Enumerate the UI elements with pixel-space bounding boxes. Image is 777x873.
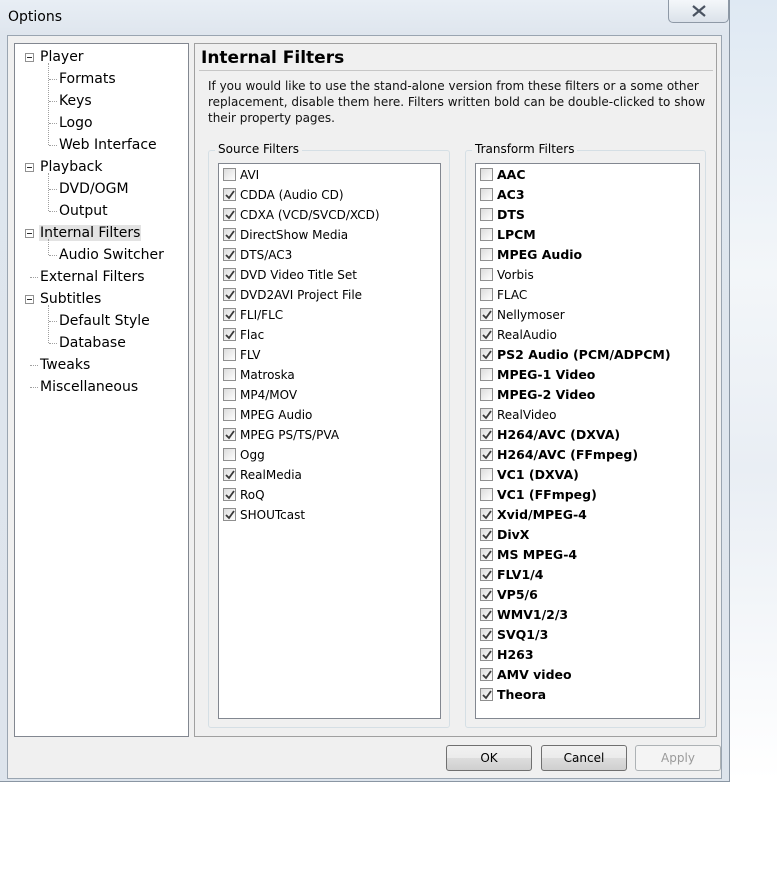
checkmark-icon bbox=[482, 430, 492, 440]
apply-button[interactable]: Apply bbox=[635, 745, 721, 771]
checkbox[interactable] bbox=[480, 528, 493, 541]
checkbox[interactable] bbox=[223, 208, 236, 221]
tree-item-keys[interactable] bbox=[58, 91, 93, 111]
checkbox[interactable] bbox=[223, 288, 236, 301]
filter-label: Vorbis bbox=[497, 268, 534, 282]
checkbox[interactable] bbox=[480, 168, 493, 181]
tree-item-player[interactable] bbox=[39, 47, 85, 67]
filter-label: H263 bbox=[497, 647, 534, 662]
tree-item-label: Formats bbox=[59, 71, 116, 87]
checkbox[interactable] bbox=[223, 408, 236, 421]
filter-label: AVI bbox=[240, 168, 260, 182]
checkmark-icon bbox=[225, 430, 235, 440]
tree-item-label: Audio Switcher bbox=[59, 247, 164, 263]
checkbox[interactable] bbox=[223, 268, 236, 281]
checkbox[interactable] bbox=[223, 508, 236, 521]
filter-label: SHOUTcast bbox=[240, 508, 306, 522]
checkmark-icon bbox=[482, 530, 492, 540]
checkbox[interactable] bbox=[223, 468, 236, 481]
filter-label: DTS/AC3 bbox=[240, 248, 293, 262]
source-filters-title: Source Filters bbox=[215, 142, 302, 156]
checkbox[interactable] bbox=[480, 468, 493, 481]
tree-connector bbox=[30, 387, 38, 388]
checkmark-icon bbox=[482, 570, 492, 580]
transform-filters-group bbox=[465, 142, 706, 728]
checkmark-icon bbox=[482, 650, 492, 660]
filter-label: Nellymoser bbox=[497, 308, 565, 322]
checkbox[interactable] bbox=[480, 668, 493, 681]
filter-label: VC1 (FFmpeg) bbox=[497, 487, 597, 502]
checkbox[interactable] bbox=[223, 428, 236, 441]
tree-connector bbox=[49, 189, 57, 190]
tree-connector bbox=[49, 211, 57, 212]
checkmark-icon bbox=[225, 330, 235, 340]
filter-label: Matroska bbox=[240, 368, 295, 382]
tree-item-label: Web Interface bbox=[59, 137, 157, 153]
checkmark-icon bbox=[225, 210, 235, 220]
tree-connector bbox=[49, 321, 57, 322]
filter-label: Flac bbox=[240, 328, 265, 342]
tree-connector bbox=[49, 343, 57, 344]
filter-label: RealVideo bbox=[497, 408, 557, 422]
checkmark-icon bbox=[482, 610, 492, 620]
tree-item-formats[interactable] bbox=[58, 69, 117, 89]
tree-item-label: Miscellaneous bbox=[40, 379, 139, 395]
checkbox[interactable] bbox=[223, 448, 236, 461]
filter-label: AMV video bbox=[497, 667, 572, 682]
source-filters-group bbox=[208, 142, 450, 728]
checkbox[interactable] bbox=[223, 368, 236, 381]
filter-label: SVQ1/3 bbox=[497, 627, 549, 642]
checkbox[interactable] bbox=[480, 268, 493, 281]
filter-label: AC3 bbox=[497, 187, 525, 202]
checkmark-icon bbox=[225, 290, 235, 300]
checkmark-icon bbox=[225, 510, 235, 520]
checkbox[interactable] bbox=[223, 488, 236, 501]
filter-label: Theora bbox=[497, 687, 547, 702]
tree-item-output[interactable] bbox=[58, 201, 109, 221]
checkmark-icon bbox=[482, 670, 492, 680]
filter-label: MS MPEG-4 bbox=[497, 547, 578, 562]
tree-connector bbox=[49, 101, 57, 102]
checkbox[interactable] bbox=[480, 448, 493, 461]
tree-item-label: Subtitles bbox=[40, 291, 102, 307]
collapse-minus-icon[interactable] bbox=[25, 163, 34, 172]
tree-item-tweaks[interactable] bbox=[39, 355, 91, 375]
tree-connector bbox=[48, 173, 49, 211]
filter-label: MPEG-1 Video bbox=[497, 367, 596, 382]
background-window-strip bbox=[728, 0, 777, 780]
checkbox[interactable] bbox=[223, 188, 236, 201]
close-icon bbox=[692, 5, 706, 17]
checkbox[interactable] bbox=[480, 648, 493, 661]
checkbox[interactable] bbox=[480, 368, 493, 381]
tree-connector bbox=[48, 239, 49, 255]
checkbox[interactable] bbox=[223, 348, 236, 361]
filter-label: LPCM bbox=[497, 227, 536, 242]
tree-item-audio-switcher[interactable] bbox=[58, 245, 165, 265]
filter-label: VC1 (DXVA) bbox=[497, 467, 579, 482]
transform-filters-list[interactable] bbox=[475, 163, 700, 719]
source-filters-list[interactable] bbox=[218, 163, 441, 719]
filter-label: RoQ bbox=[240, 488, 265, 502]
page-description: If you would like to use the stand-alone version from these filters or a some other replacement, disable them here. Filters written bold can be double-clicked to show their property pages. bbox=[208, 79, 706, 125]
tree-item-miscellaneous[interactable] bbox=[39, 377, 139, 397]
filter-label: DTS bbox=[497, 207, 525, 222]
checkbox[interactable] bbox=[480, 288, 493, 301]
page-title: Internal Filters bbox=[201, 48, 345, 68]
filter-label: Xvid/MPEG-4 bbox=[497, 507, 587, 522]
collapse-minus-icon[interactable] bbox=[25, 295, 34, 304]
filter-label: FLV bbox=[240, 348, 261, 362]
checkbox[interactable] bbox=[480, 568, 493, 581]
filter-label: FLV1/4 bbox=[497, 567, 544, 582]
title-bar bbox=[0, 0, 729, 34]
close-button[interactable] bbox=[668, 0, 729, 23]
tree-connector bbox=[49, 123, 57, 124]
checkbox[interactable] bbox=[480, 248, 493, 261]
cancel-button[interactable]: Cancel bbox=[541, 745, 627, 771]
filter-label: MP4/MOV bbox=[240, 388, 298, 402]
checkbox[interactable] bbox=[480, 548, 493, 561]
checkbox[interactable] bbox=[480, 348, 493, 361]
tree-item-label: Default Style bbox=[59, 313, 150, 329]
tree-connector bbox=[49, 255, 57, 256]
checkbox[interactable] bbox=[223, 168, 236, 181]
tree-item-database[interactable] bbox=[58, 333, 127, 353]
checkbox[interactable] bbox=[480, 388, 493, 401]
collapse-minus-icon[interactable] bbox=[25, 229, 34, 238]
filter-label: RealAudio bbox=[497, 328, 557, 342]
checkmark-icon bbox=[225, 270, 235, 280]
checkbox[interactable] bbox=[223, 328, 236, 341]
tree-connector bbox=[49, 79, 57, 80]
tree-item-label: Logo bbox=[59, 115, 93, 131]
tree-item-internal-filters[interactable] bbox=[39, 223, 141, 243]
checkbox[interactable] bbox=[480, 608, 493, 621]
checkmark-icon bbox=[482, 330, 492, 340]
checkmark-icon bbox=[482, 690, 492, 700]
checkmark-icon bbox=[482, 310, 492, 320]
filter-label: RealMedia bbox=[240, 468, 302, 482]
checkbox[interactable] bbox=[480, 688, 493, 701]
filter-label: FLI/FLC bbox=[240, 308, 284, 322]
filter-label: DVD Video Title Set bbox=[240, 268, 357, 282]
checkbox[interactable] bbox=[480, 228, 493, 241]
filter-label: VP5/6 bbox=[497, 587, 538, 602]
filter-label: MPEG Audio bbox=[497, 247, 583, 262]
checkmark-icon bbox=[482, 450, 492, 460]
window-title: Options bbox=[8, 9, 63, 25]
tree-connector bbox=[30, 277, 38, 278]
tree-connector bbox=[49, 145, 57, 146]
tree-item-web-interface[interactable] bbox=[58, 135, 158, 155]
tree-item-label: Database bbox=[59, 335, 126, 351]
checkbox[interactable] bbox=[480, 328, 493, 341]
filter-label: PS2 Audio (PCM/ADPCM) bbox=[497, 347, 671, 362]
filter-label: CDDA (Audio CD) bbox=[240, 188, 344, 202]
checkbox[interactable] bbox=[480, 588, 493, 601]
checkbox[interactable] bbox=[223, 228, 236, 241]
internal-filters-page bbox=[194, 43, 717, 737]
checkmark-icon bbox=[482, 550, 492, 560]
tree-item-logo[interactable] bbox=[58, 113, 94, 133]
checkmark-icon bbox=[225, 230, 235, 240]
checkmark-icon bbox=[482, 630, 492, 640]
checkbox[interactable] bbox=[223, 248, 236, 261]
tree-item-external-filters[interactable] bbox=[39, 267, 146, 287]
filter-label: AAC bbox=[497, 167, 526, 182]
filter-label: DivX bbox=[497, 527, 530, 542]
checkbox[interactable] bbox=[480, 508, 493, 521]
filter-label: MPEG Audio bbox=[240, 408, 313, 422]
options-tree[interactable] bbox=[14, 43, 189, 737]
checkbox[interactable] bbox=[223, 308, 236, 321]
checkbox[interactable] bbox=[480, 188, 493, 201]
filter-label: DVD2AVI Project File bbox=[240, 288, 363, 302]
ok-button[interactable]: OK bbox=[446, 745, 532, 771]
checkmark-icon bbox=[225, 310, 235, 320]
filter-label: FLAC bbox=[497, 288, 528, 302]
tree-item-label: Playback bbox=[40, 159, 103, 175]
checkmark-icon bbox=[482, 510, 492, 520]
checkbox[interactable] bbox=[480, 428, 493, 441]
title-divider bbox=[199, 70, 713, 71]
checkmark-icon bbox=[225, 470, 235, 480]
checkmark-icon bbox=[225, 190, 235, 200]
tree-item-label: Keys bbox=[59, 93, 92, 109]
dialog-client-area bbox=[7, 35, 722, 779]
filter-label: WMV1/2/3 bbox=[497, 607, 569, 622]
tree-connector bbox=[30, 365, 38, 366]
tree-item-default-style[interactable] bbox=[58, 311, 151, 331]
tree-item-label: Player bbox=[40, 49, 84, 65]
tree-connector bbox=[48, 305, 49, 343]
collapse-minus-icon[interactable] bbox=[25, 53, 34, 62]
tree-item-label: DVD/OGM bbox=[59, 181, 129, 197]
filter-label: H264/AVC (FFmpeg) bbox=[497, 447, 639, 462]
checkbox[interactable] bbox=[480, 408, 493, 421]
checkbox[interactable] bbox=[480, 488, 493, 501]
transform-filters-title: Transform Filters bbox=[472, 142, 577, 156]
tree-item-label: Output bbox=[59, 203, 108, 219]
checkmark-icon bbox=[225, 490, 235, 500]
checkbox[interactable] bbox=[223, 388, 236, 401]
filter-label: DirectShow Media bbox=[240, 228, 349, 242]
tree-item-label: Internal Filters bbox=[40, 225, 141, 241]
filter-label: MPEG PS/TS/PVA bbox=[240, 428, 340, 442]
filter-label: Ogg bbox=[240, 448, 265, 462]
filter-label: H264/AVC (DXVA) bbox=[497, 427, 621, 442]
checkbox[interactable] bbox=[480, 308, 493, 321]
filter-label: MPEG-2 Video bbox=[497, 387, 596, 402]
tree-item-dvd-ogm[interactable] bbox=[58, 179, 130, 199]
tree-item-label: Tweaks bbox=[40, 357, 91, 373]
tree-connector bbox=[48, 63, 49, 145]
checkbox[interactable] bbox=[480, 628, 493, 641]
tree-item-label: External Filters bbox=[40, 269, 145, 285]
checkmark-icon bbox=[482, 410, 492, 420]
filter-label: CDXA (VCD/SVCD/XCD) bbox=[240, 208, 380, 222]
checkmark-icon bbox=[225, 250, 235, 260]
checkmark-icon bbox=[482, 350, 492, 360]
checkbox[interactable] bbox=[480, 208, 493, 221]
checkmark-icon bbox=[482, 590, 492, 600]
